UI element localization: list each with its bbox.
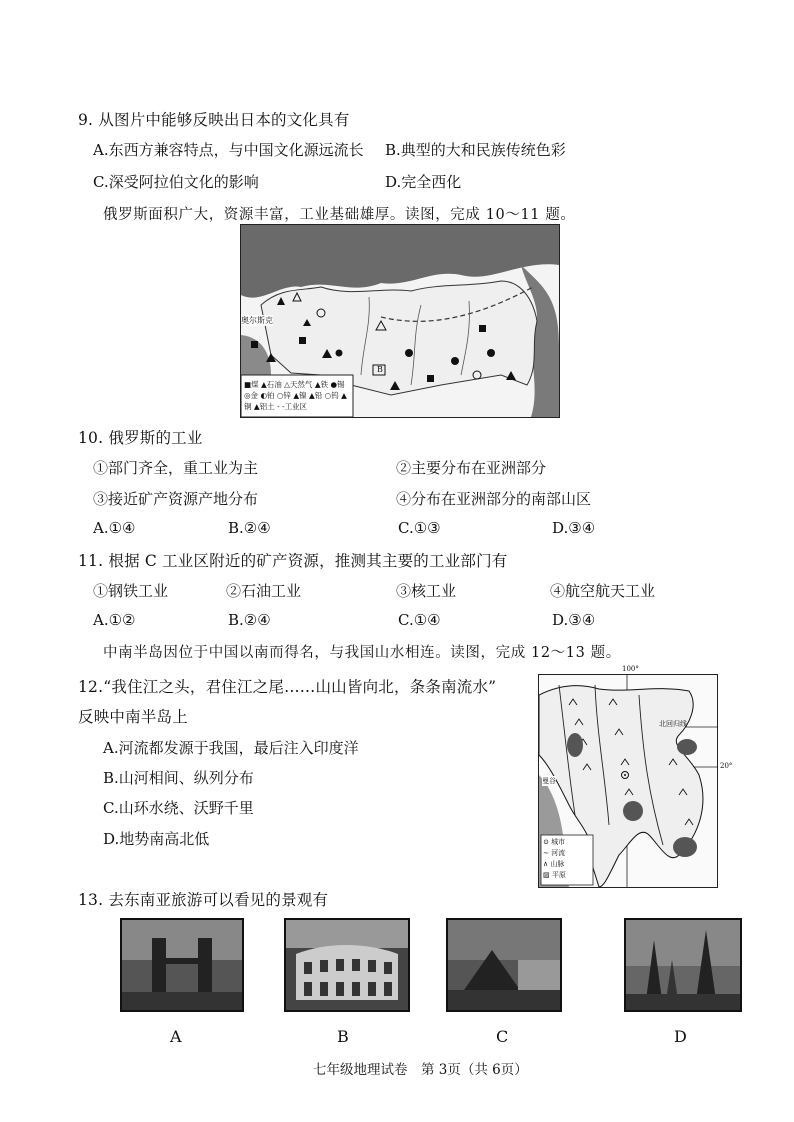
q11-option-b[interactable]: B.②④: [228, 611, 271, 629]
legend-gold: ◎: [244, 391, 251, 400]
plain-legend-icon: ▨: [543, 871, 550, 879]
intro-indochina: 中南半岛因位于中国以南而得名，与我国山水相连。读图，完成 12～13 题。: [103, 645, 621, 661]
q11-option-d[interactable]: D.③④: [552, 611, 596, 629]
q10-statement-3: ③接近矿产资源产地分布: [93, 490, 259, 508]
photo-a-tower-bridge: [120, 918, 244, 1012]
legend-tin: ●: [330, 380, 338, 389]
q9-option-a[interactable]: A.东西方兼容特点，与中国文化源远流长: [93, 141, 364, 159]
q13-title: 13. 去东南亚旅游可以看见的景观有: [78, 891, 329, 909]
intro-russia: 俄罗斯面积广大，资源丰富，工业基础雄厚。读图，完成 10～11 题。: [103, 207, 576, 223]
mountain-legend-icon: ∧: [543, 860, 549, 868]
louvre-image: [448, 920, 560, 1010]
indochina-map: [538, 674, 718, 888]
q11-option-c[interactable]: C.①④: [398, 611, 441, 629]
legend-coal: ■: [244, 380, 252, 389]
q9-option-c[interactable]: C.深受阿拉伯文化的影响: [93, 173, 259, 191]
legend-oil: ▲: [260, 380, 267, 389]
q12-option-d[interactable]: D.地势南高北低: [103, 830, 210, 848]
legend-bauxite: ▲: [253, 402, 260, 411]
q9-title: 9. 从图片中能够反映出日本的文化具有: [78, 111, 350, 129]
q9-option-d[interactable]: D.完全西化: [385, 173, 462, 191]
legend-platinum: ◐: [260, 391, 267, 400]
q10-statement-4: ④分布在亚洲部分的南部山区: [396, 490, 592, 508]
legend-iron: ▲: [314, 380, 321, 389]
photo-c-label[interactable]: C: [496, 1027, 509, 1046]
city-label: 曼谷: [542, 777, 556, 785]
q12-title-line2: 反映中南半岛上: [78, 708, 188, 726]
colosseum-image: [286, 920, 408, 1010]
q12-option-b[interactable]: B.山河相间、纵列分布: [103, 769, 254, 787]
q9-option-b[interactable]: B.典型的大和民族传统色彩: [385, 141, 566, 159]
q10-title: 10. 俄罗斯的工业: [78, 429, 203, 447]
q12-option-c[interactable]: C.山环水绕、沃野千里: [103, 799, 254, 817]
tower-bridge-image: [122, 920, 242, 1010]
q12-option-a[interactable]: A.河流都发源于我国，最后注入印度洋: [103, 739, 359, 757]
q10-option-b[interactable]: B.②④: [228, 519, 271, 537]
longitude-label: 100°: [622, 665, 639, 673]
q11-statement-2: ②石油工业: [226, 582, 302, 600]
q11-title: 11. 根据 C 工业区附近的矿产资源，推测其主要的工业部门有: [78, 552, 508, 570]
q10-option-d[interactable]: D.③④: [552, 519, 596, 537]
q11-statement-4: ④航空航天工业: [550, 582, 656, 600]
russia-map-legend: ■煤 ▲石油 △天然气 ▲铁 ●锡 ◎金 ◐铂 ○锌 ▲镍 ▲铅 ○钨 ▲铜 ▲铝土 - -工业区: [244, 380, 347, 411]
q12-title: 12.“我住江之头，君住江之尾……山山皆向北，条条南流水”: [78, 678, 497, 696]
latitude-label: 20°: [720, 762, 733, 770]
legend-nickel: ▲: [293, 391, 300, 400]
photo-c-louvre: [446, 918, 562, 1012]
photo-d-label[interactable]: D: [674, 1027, 687, 1046]
legend-lead: ▲: [308, 391, 315, 400]
legend-industrial-zone: - -: [277, 402, 285, 411]
river-legend-icon: ∼: [543, 849, 549, 857]
photo-b-label[interactable]: B: [337, 1027, 349, 1046]
q11-statement-3: ③核工业: [396, 582, 457, 600]
page-footer: 七年级地理试卷 第 3页（共 6页）: [313, 1062, 528, 1078]
photo-d-angkor: [624, 918, 742, 1012]
legend-tungsten: ○: [324, 391, 332, 400]
orsk-label: 奥尔斯克: [241, 316, 273, 325]
legend-gas: △: [284, 380, 290, 389]
legend-copper: ▲: [341, 391, 347, 400]
city-legend-icon: ⊙: [543, 838, 549, 846]
photo-a-label[interactable]: A: [170, 1027, 182, 1046]
photo-b-colosseum: [284, 918, 410, 1012]
q11-option-a[interactable]: A.①②: [93, 611, 136, 629]
q10-option-a[interactable]: A.①④: [93, 519, 136, 537]
russia-industry-map: [240, 224, 560, 418]
tropic-label: 北回归线: [659, 720, 687, 728]
legend-zinc: ○: [276, 391, 284, 400]
q11-statement-1: ①钢铁工业: [93, 582, 169, 600]
q10-statement-1: ①部门齐全，重工业为主: [93, 459, 259, 477]
q10-option-c[interactable]: C.①③: [398, 519, 441, 537]
angkor-image: [626, 920, 740, 1010]
indochina-legend: ⊙ 城市 ∼ 河流 ∧ 山脉 ▨ 平原: [543, 838, 566, 879]
region-label: B: [377, 365, 383, 374]
q10-statement-2: ②主要分布在亚洲部分: [396, 459, 547, 477]
